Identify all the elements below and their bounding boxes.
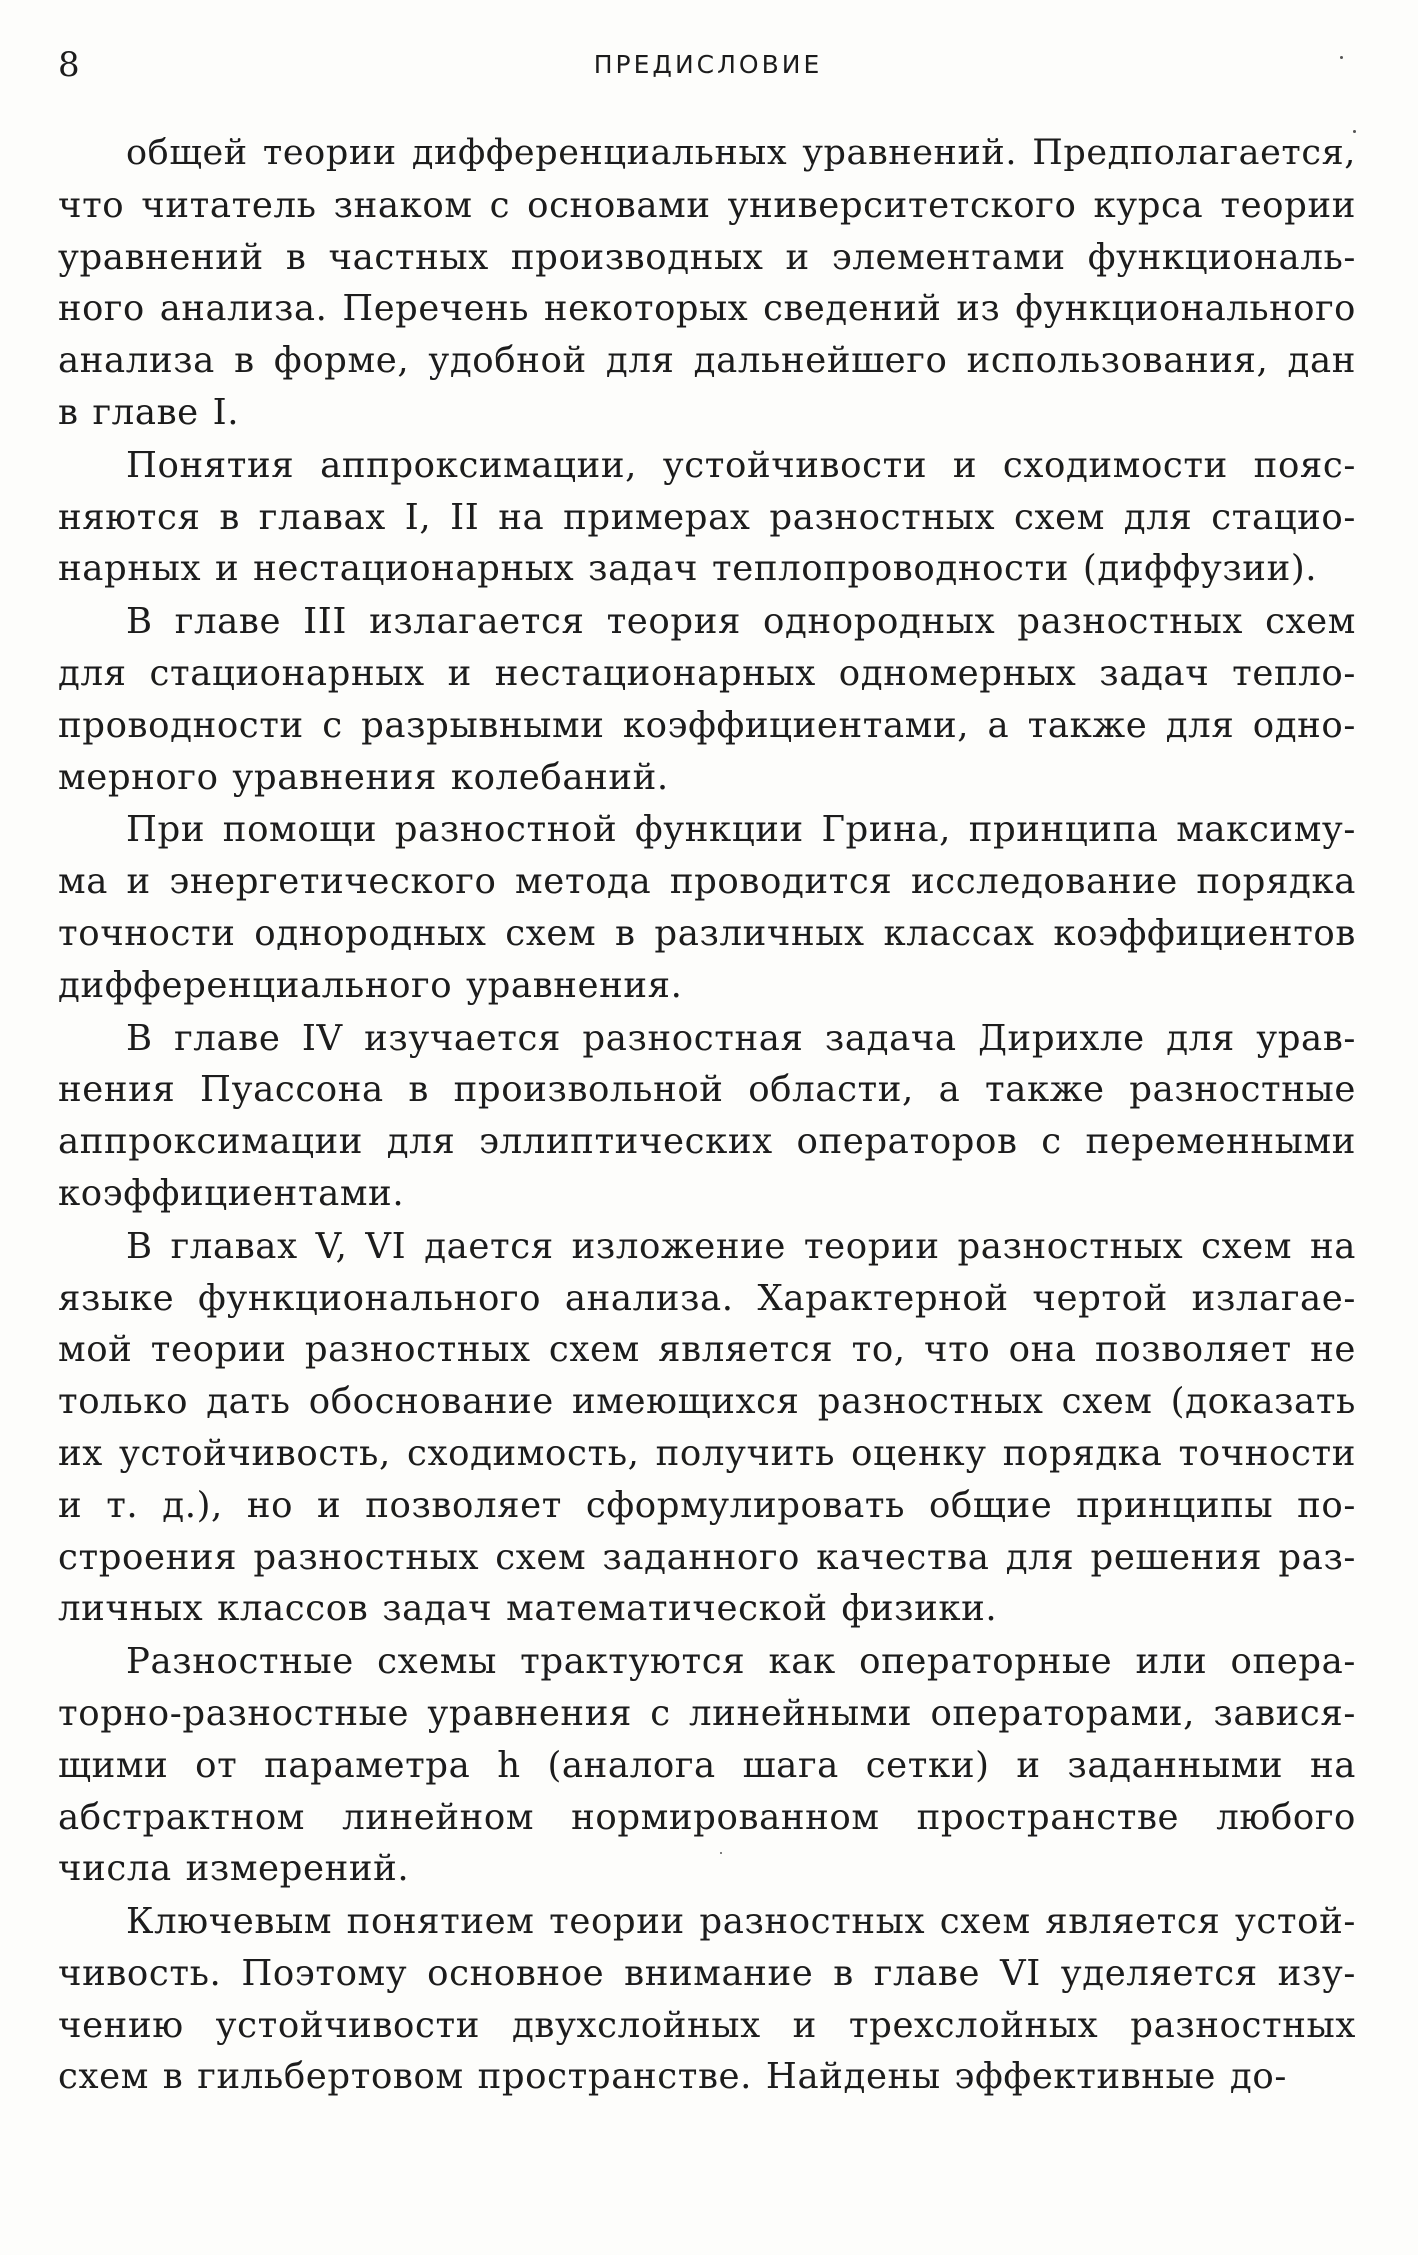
print-speck: [720, 1852, 722, 1854]
text-line: мерного уравнения колебаний.: [58, 756, 669, 798]
text-line: чению устойчивости двухслойных и трехслойных разностных: [58, 2004, 1356, 2046]
text-line: что читатель знаком с основами университетского курса теории: [58, 184, 1356, 226]
text-line: При помощи разностной функции Грина, принципа максиму-: [126, 809, 1356, 851]
text-line: няются в главах I, II на примерах разностных схем для стацио-: [58, 496, 1356, 538]
text-line: щими от параметра h (аналога шага сетки) и заданными на: [58, 1744, 1356, 1786]
text-line: Понятия аппроксимации, устойчивости и сходимости пояс-: [126, 444, 1356, 486]
text-line: их устойчивость, сходимость, получить оценку порядка точности: [58, 1432, 1356, 1474]
text-line: мой теории разностных схем является то, что она позволяет не: [58, 1329, 1356, 1371]
text-line: торно-разностные уравнения с линейными операторами, завися-: [58, 1692, 1356, 1734]
page-number: 8: [58, 45, 80, 85]
text-line: и т. д.), но и позволяет сформулировать общие принципы по-: [58, 1484, 1356, 1526]
text-line: В главе IV изучается разностная задача Дирихле для урав-: [126, 1017, 1356, 1059]
text-line: В главах V, VI дается изложение теории разностных схем на: [126, 1225, 1356, 1267]
print-speck: [1340, 56, 1343, 59]
text-line: Ключевым понятием теории разностных схем является устой-: [126, 1901, 1356, 1943]
text-line: абстрактном линейном нормированном пространстве любого: [58, 1796, 1356, 1838]
paragraph: [58, 804, 1356, 1011]
text-line: общей теории дифференциальных уравнений. Предполагается,: [126, 133, 1356, 173]
text-line: для стационарных и нестационарных одномерных задач тепло-: [58, 652, 1356, 694]
text-line: в главе I.: [58, 391, 240, 433]
paragraph: [58, 1896, 1356, 2103]
text-line: нарных и нестационарных задач теплопроводности (диффузии).: [58, 548, 1318, 590]
text-line: языке функционального анализа. Характерной чертой излагае-: [58, 1277, 1356, 1319]
text-line: чивость. Поэтому основное внимание в главе VI уделяется изу-: [58, 1952, 1356, 1994]
text-line: только дать обоснование имеющихся разностных схем (доказать: [58, 1381, 1356, 1423]
text-line: коэффициентами.: [58, 1172, 405, 1214]
text-line: уравнений в частных производных и элементами функциональ-: [58, 236, 1356, 278]
running-head-title: ПРЕДИСЛОВИЕ: [593, 50, 823, 79]
text-line: ного анализа. Перечень некоторых сведений из функционального: [58, 288, 1356, 330]
text-line: Разностные схемы трактуются как операторные или опера-: [126, 1641, 1356, 1683]
paragraph: [58, 596, 1356, 803]
running-head: [58, 40, 1358, 90]
text-line: личных классов задач математической физики.: [58, 1588, 998, 1630]
text-line: точности однородных схем в различных классах коэффициентов: [58, 912, 1356, 954]
paragraph: [58, 1013, 1356, 1220]
paragraph: [58, 1636, 1356, 1895]
print-speck: [1353, 130, 1356, 133]
text-line: ма и энергетического метода проводится исследование порядка: [58, 861, 1356, 903]
text-line: В главе III излагается теория однородных разностных схем: [126, 601, 1356, 643]
text-line: дифференциального уравнения.: [58, 964, 683, 1006]
paragraph: [58, 440, 1356, 595]
text-line: числа измерений.: [58, 1848, 410, 1890]
text-line: проводности с разрывными коэффициентами, а также для одно-: [58, 704, 1356, 746]
paragraph: [58, 1221, 1356, 1635]
body-text: [58, 128, 1356, 2103]
paragraph: [58, 128, 1356, 439]
text-line: строения разностных схем заданного качества для решения раз-: [58, 1536, 1356, 1578]
text-line: аппроксимации для эллиптических операторов с переменными: [58, 1121, 1356, 1163]
text-line: нения Пуассона в произвольной области, а также разностные: [58, 1069, 1356, 1111]
text-line: анализа в форме, удобной для дальнейшего использования, дан: [58, 340, 1356, 382]
text-line: схем в гильбертовом пространстве. Найдены эффективные до-: [58, 2056, 1287, 2098]
